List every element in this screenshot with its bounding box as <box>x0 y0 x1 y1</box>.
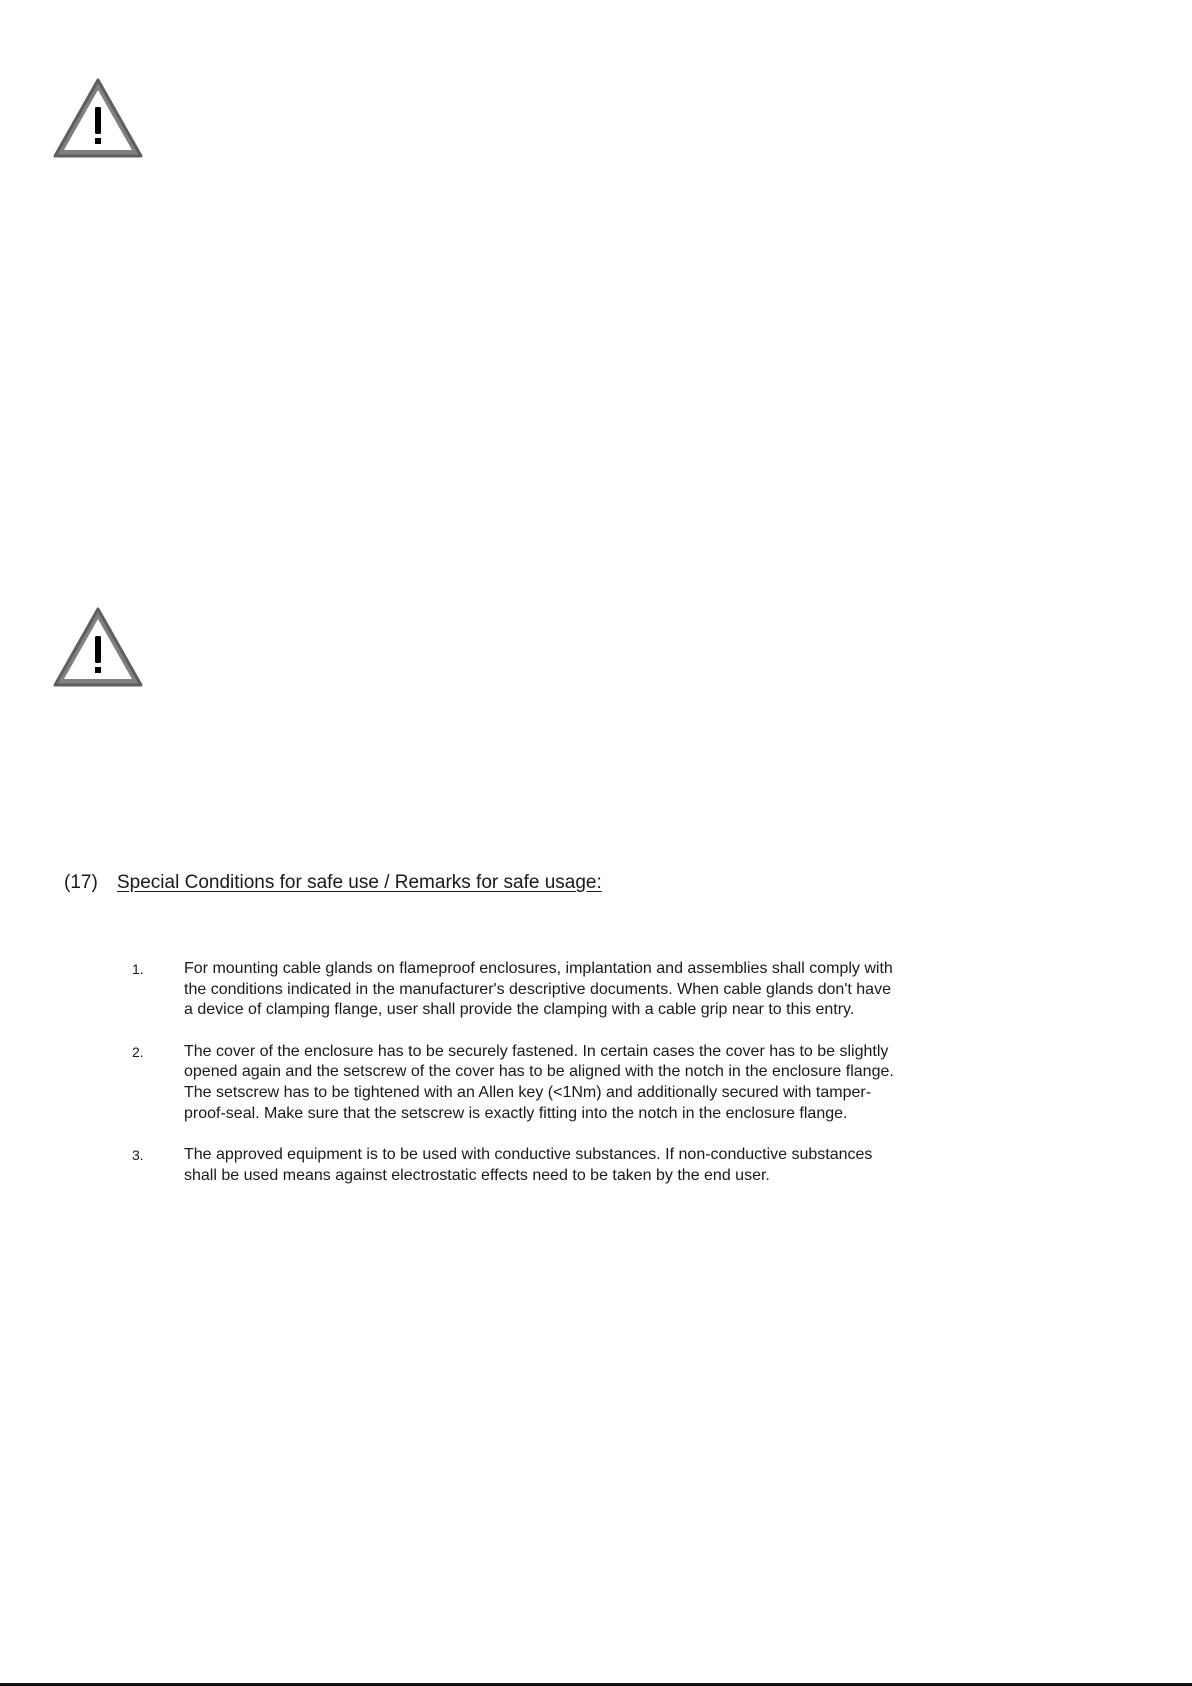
condition-text: The cover of the enclosure has to be securely fastened. In certain cases the cover has to be slightly opened again and the setscrew of the cover has to be aligned with the notch in the enclosure flange. The setscrew has to be tightened with an Allen key (<1Nm) and additionally secured with tamper-proof-seal. Make sure that the setscrew is exactly fitting into the notch in the enclosure flange. <box>184 1042 894 1122</box>
warning-triangle-icon <box>52 77 144 159</box>
condition-item <box>132 1042 902 1124</box>
section-number: (17) <box>64 872 98 893</box>
condition-item <box>132 1145 902 1186</box>
condition-text: For mounting cable glands on flameproof enclosures, implantation and assemblies shall comply with the conditions indicated in the manufacturer's descriptive documents. When cable glands don't have a device of clamping flange, user shall provide the clamping with a cable grip near to this entry. <box>184 960 893 1019</box>
condition-number: 3. <box>132 1147 144 1164</box>
condition-text: The approved equipment is to be used with conductive substances. If non-conductive substances shall be used means against electrostatic effects need to be taken by the end user. <box>184 1146 873 1184</box>
warning-triangle-icon <box>52 606 144 688</box>
section-heading <box>64 871 602 895</box>
section-title: Special Conditions for safe use / Remarks for safe usage: <box>117 872 602 893</box>
condition-item <box>132 959 902 1021</box>
condition-number: 1. <box>132 961 144 977</box>
conditions-list <box>132 959 902 1207</box>
condition-number: 2. <box>132 1043 144 1060</box>
